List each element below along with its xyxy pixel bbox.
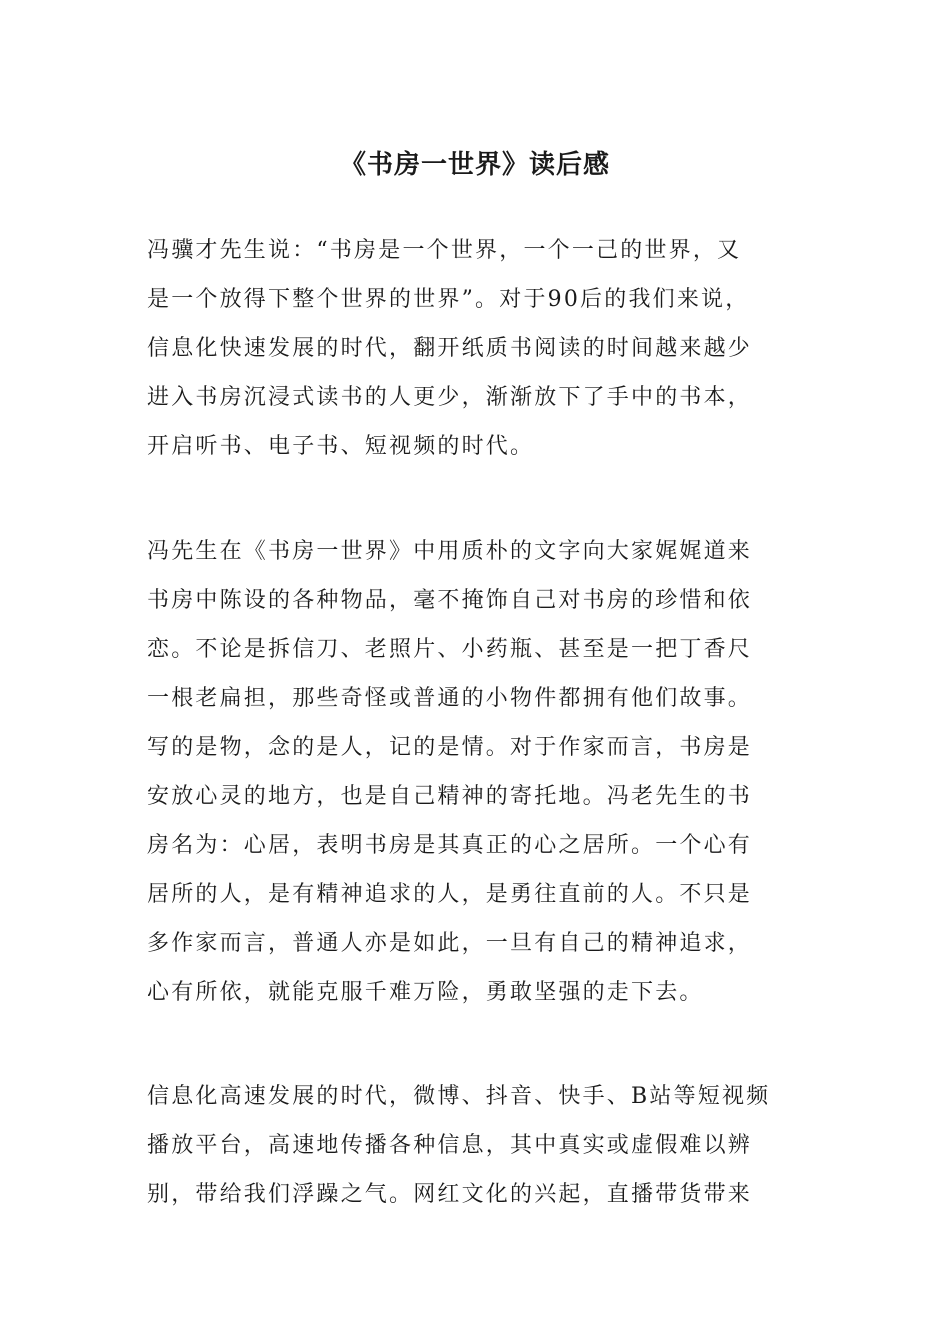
- text-line: 进入书房沉浸式读书的人更少，渐渐放下了手中的书本，: [147, 385, 753, 410]
- text-line: 书房中陈设的各种物品，毫不掩饰自己对书房的珍惜和依: [147, 588, 753, 613]
- text-line: 信息化快速发展的时代，翻开纸质书阅读的时间越来越少: [147, 336, 753, 361]
- text-line: 安放心灵的地方，也是自己精神的寄托地。冯老先生的书: [147, 784, 753, 809]
- text-line: 冯骥才先生说：“书房是一个世界，一个一己的世界，又: [147, 238, 742, 263]
- text-line: 冯先生在《书房一世界》中用质朴的文字向大家娓娓道来: [147, 539, 753, 564]
- text-line: 房名为：心居，表明书房是其真正的心之居所。一个心有: [147, 833, 753, 858]
- text-line: 一根老扁担，那些奇怪或普通的小物件都拥有他们故事。: [147, 686, 753, 711]
- paragraph-2: [147, 527, 807, 1017]
- document-title: 《书房一世界》读后感: [339, 150, 610, 181]
- text-line: 开启听书、电子书、短视频的时代。: [147, 434, 535, 459]
- paragraph-1: [147, 226, 807, 471]
- text-line: 写的是物，念的是人，记的是情。对于作家而言，书房是: [147, 735, 753, 760]
- text-line: 恋。不论是拆信刀、老照片、小药瓶、甚至是一把丁香尺: [147, 637, 753, 662]
- text-line: 信息化高速发展的时代，微博、抖音、快手、B站等短视频: [147, 1084, 771, 1109]
- text-line: 是一个放得下整个世界的世界”。对于90后的我们来说，: [147, 287, 750, 312]
- text-line: 播放平台，高速地传播各种信息，其中真实或虚假难以辨: [147, 1133, 753, 1158]
- paragraph-3: [147, 1072, 807, 1219]
- text-line: 多作家而言，普通人亦是如此，一旦有自己的精神追求，: [147, 931, 753, 956]
- text-line: 居所的人，是有精神追求的人，是勇往直前的人。不只是: [147, 882, 753, 907]
- text-line: 别，带给我们浮躁之气。网红文化的兴起，直播带货带来: [147, 1182, 753, 1207]
- text-line: 心有所依，就能克服千难万险，勇敢坚强的走下去。: [147, 980, 704, 1005]
